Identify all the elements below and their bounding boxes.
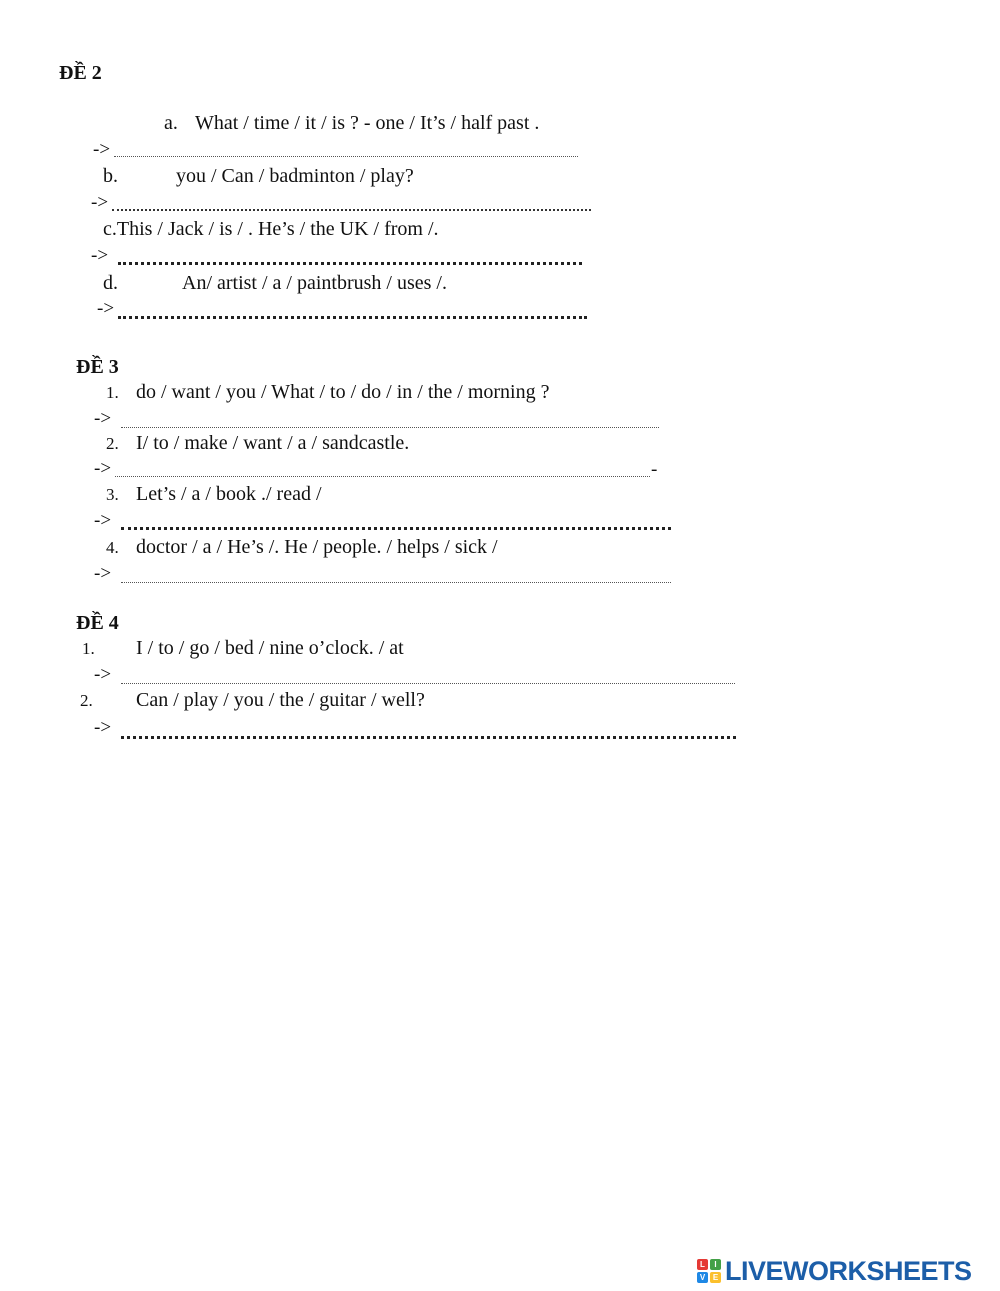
answer-arrow: -> [94, 563, 112, 584]
answer-line-de2-b[interactable] [112, 209, 591, 211]
logo-letter: E [710, 1272, 721, 1283]
section-title-de3: ĐỀ 3 [76, 356, 119, 378]
answer-arrow: -> [94, 717, 112, 738]
trailing-dash: - [651, 459, 658, 480]
logo-text: LIVEWORKSHEETS [725, 1255, 972, 1286]
section-title-de4: ĐỀ 4 [76, 612, 119, 634]
item-number: 4. [106, 538, 119, 557]
answer-line-de3-4[interactable] [121, 582, 671, 583]
answer-arrow: -> [94, 664, 112, 685]
answer-arrow: -> [91, 192, 109, 213]
item-text: What / time / it / is ? - one / It’s / half past . [195, 112, 540, 134]
item-text: you / Can / badminton / play? [176, 165, 414, 187]
item-number: 3. [106, 485, 119, 504]
answer-line-de4-2[interactable] [121, 736, 736, 739]
item-number: 2. [80, 691, 93, 710]
answer-line-de3-2[interactable] [115, 476, 650, 477]
answer-line-de3-1[interactable] [121, 427, 659, 428]
logo-mark-icon [697, 1259, 721, 1283]
item-number: 1. [82, 639, 95, 658]
answer-line-de3-3[interactable] [121, 527, 671, 530]
item-label: b. [103, 165, 118, 187]
answer-line-de2-d[interactable] [118, 316, 587, 319]
answer-arrow: -> [93, 139, 111, 160]
item-text: do / want / you / What / to / do / in / the / morning ? [136, 381, 550, 403]
logo-letter: L [697, 1259, 708, 1270]
answer-arrow: -> [94, 408, 112, 429]
logo-letter: V [697, 1272, 708, 1283]
item-number: 1. [106, 383, 119, 402]
section-title-de2: ĐỀ 2 [59, 62, 102, 84]
item-text: c.This / Jack / is / . He’s / the UK / from /. [103, 218, 439, 240]
item-label: d. [103, 272, 118, 294]
item-text: An/ artist / a / paintbrush / uses /. [182, 272, 447, 294]
answer-arrow: -> [94, 458, 112, 479]
item-label: a. [164, 112, 178, 134]
item-text: I/ to / make / want / a / sandcastle. [136, 432, 410, 454]
logo-letter: I [710, 1259, 721, 1270]
answer-arrow: -> [97, 298, 115, 319]
answer-line-de4-1[interactable] [121, 683, 735, 684]
item-text: doctor / a / He’s /. He / people. / helps / sick / [136, 536, 498, 558]
item-text: Can / play / you / the / guitar / well? [136, 689, 425, 711]
item-number: 2. [106, 434, 119, 453]
answer-arrow: -> [91, 245, 109, 266]
item-text: I / to / go / bed / nine o’clock. / at [136, 637, 404, 659]
item-text: Let’s / a / book ./ read / [136, 483, 322, 505]
liveworksheets-logo [697, 1256, 972, 1286]
answer-line-de2-a[interactable] [114, 156, 578, 157]
answer-arrow: -> [94, 510, 112, 531]
answer-line-de2-c[interactable] [118, 262, 582, 265]
